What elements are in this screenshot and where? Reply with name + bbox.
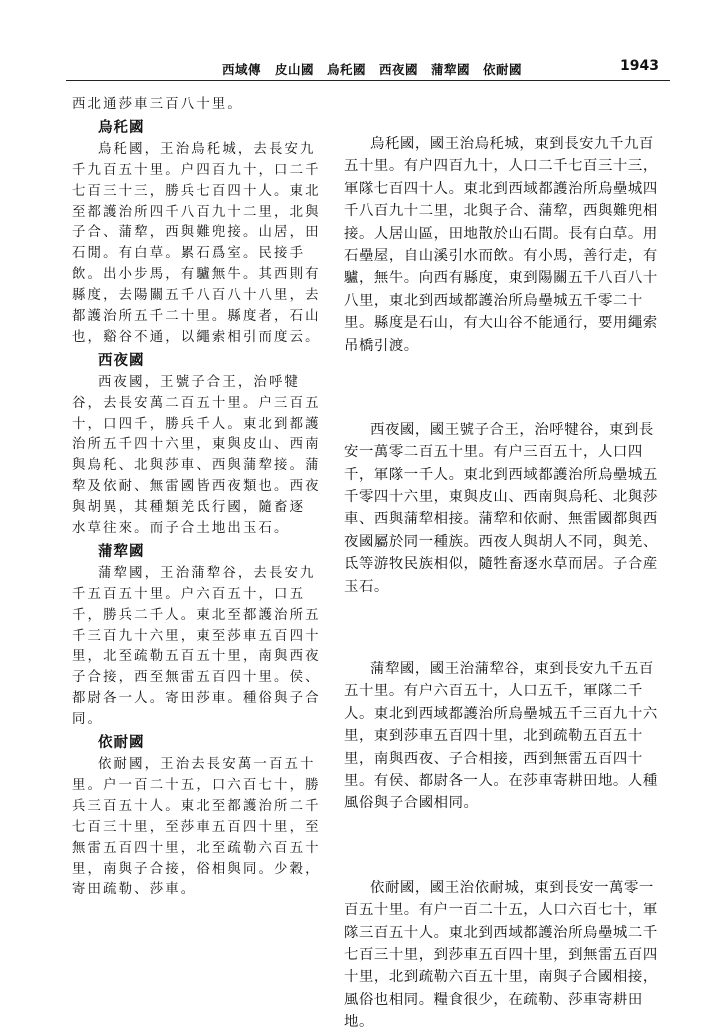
text-line: 石壘屋，自山溪引水而飲。有小馬，善行走，有 [344, 247, 658, 264]
text-line: 里，南與子合接，俗相與同。少穀， [72, 861, 321, 877]
text-line: 蒲犂國，王治蒲犂谷，去長安九 [98, 565, 316, 581]
paragraph-gap [344, 815, 640, 877]
text-line: 氐等游牧民族相似，隨牲畜逐水草而居。子合産 [344, 556, 658, 573]
text-line: 千九百五十里。户四百九十，口二千 [72, 162, 321, 178]
text-line: 千八百九十二里，北與子合、蒲犂，西與難兜相 [344, 203, 658, 220]
header-rule [66, 80, 670, 81]
text-line: 水草往來。而子合土地出玉石。 [72, 521, 290, 537]
section-heading: 蒲犂國 [98, 542, 145, 560]
section-heading: 烏秅國 [98, 118, 145, 136]
text-line: 石閒。有白草。累石爲室。民接手 [72, 246, 306, 262]
text-line: 也，谿谷不通，以繩索相引而度云。 [72, 329, 321, 345]
text-line: 里。户一百二十五，口六百七十，勝 [72, 777, 321, 793]
text-line: 至都護治所四千八百九十二里，北與 [72, 204, 321, 220]
text-line: 寄田疏勒、莎車。 [72, 882, 197, 898]
text-line: 七百三十里，至莎車五百四十里，至 [72, 819, 321, 835]
text-line: 西北通莎車三百八十里。 [72, 97, 243, 112]
text-line: 隊三百五十人。東北到西域都護治所烏壘城二千 [344, 924, 658, 941]
original-text-column [72, 95, 321, 901]
text-line: 與烏秅、北與莎車、西與蒲犂接。蒲 [72, 458, 321, 474]
text-line: 依耐國，王治去長安萬一百五十 [98, 757, 316, 773]
text-line: 里。有侯、都尉各一人。在莎車寄耕田地。人種 [344, 772, 658, 789]
text-line: 里，東到莎車五百四十里，北到疏勒五百五十 [344, 728, 643, 745]
text-line: 吊橋引渡。 [344, 337, 419, 354]
text-line: 玉石。 [344, 578, 389, 595]
text-line: 都護治所五千二十里。縣度者，石山 [72, 309, 321, 325]
text-line: 烏秅國，國王治烏秅城，東到長安九千九百 [370, 136, 654, 152]
text-line: 里，南與西夜、子合相接，西到無雷五百四十 [344, 750, 643, 767]
text-line: 人。東北到西域都護治所烏壘城五千三百九十六 [344, 705, 658, 722]
text-line: 西夜國，王號子合王，治呼犍 [98, 374, 301, 390]
text-line: 烏秅國，王治烏秅城，去長安九 [98, 141, 316, 157]
text-line: 無雷五百四十里，北至疏勒六百五十 [72, 840, 321, 856]
text-line: 蒲犂國，國王治蒲犂谷，東到長安九千五百 [370, 661, 654, 678]
text-line: 治所五千四十六里，東與皮山、西南 [72, 437, 321, 453]
text-line: 千，軍隊一千人。東北到西域都護治所烏壘城五 [344, 466, 658, 483]
page-number: 1943 [620, 58, 659, 74]
translation-column [344, 133, 658, 1034]
text-line: 縣度，去陽關五千八百八十八里，去 [72, 288, 321, 304]
text-line: 安一萬零二百五十里。有户三百五十，人口四 [344, 444, 643, 461]
text-line: 接。人居山區，田地散於山石間。長有白草。用 [344, 225, 658, 242]
text-line: 八里，東北到西域都護治所烏壘城五千零二十 [344, 292, 643, 309]
book-title: 西域傳 [222, 62, 262, 77]
translation-paragraph [344, 419, 658, 598]
text-line: 依耐國，國王治依耐城，東到長安一萬零一 [370, 879, 654, 896]
text-line: 子合接，西至無雷五百四十里。侯、 [72, 670, 321, 686]
section-heading: 西夜國 [98, 351, 145, 369]
text-line: 兵三百五十人。東北至都護治所二千 [72, 798, 321, 814]
text-line: 谷，去長安萬二百五十里。户三百五 [72, 395, 321, 411]
text-line: 與胡異，其種類羌氐行國，隨畜逐 [72, 500, 306, 516]
text-line: 都尉各一人。寄田莎車。種俗與子合 [72, 691, 321, 707]
text-line: 風俗與子合國相同。 [344, 795, 479, 812]
translation-paragraph [344, 877, 658, 1034]
paragraph-gap [344, 357, 640, 419]
text-line: 七百三十三，勝兵七百四十人。東北 [72, 183, 321, 199]
text-line: 五十里。有户六百五十，人口五千，軍隊二千 [344, 683, 643, 700]
text-line: 車、西與蒲犂相接。蒲犂和依耐、無雷國都與西 [344, 511, 658, 528]
running-head [222, 60, 522, 78]
text-line: 千零四十六里，東與皮山、西南與烏秅、北與莎 [344, 489, 658, 506]
text-line: 風俗也相同。糧食很少，在疏勒、莎車寄耕田 [344, 991, 643, 1008]
translation-paragraph [344, 133, 658, 357]
text-line: 夜國屬於同一種族。西夜人與胡人不同，與羌、 [344, 533, 658, 550]
text-line: 犂及依耐、無雷國皆西夜類也。西夜 [72, 479, 321, 495]
text-line: 地。 [344, 1014, 374, 1031]
page-header [0, 58, 716, 84]
text-line: 軍隊七百四十人。東北到西域都護治所烏壘城四 [344, 180, 658, 197]
text-line: 里，北至疏勒五百五十里，南與西夜 [72, 649, 321, 665]
paragraph-gap [344, 598, 640, 658]
text-line: 七百三十里，到莎車五百四十里，到無雷五百四 [344, 946, 658, 963]
section-list: 皮山國 烏秅國 西夜國 蒲犂國 依耐國 [275, 62, 523, 77]
text-line: 里。縣度是石山，有大山谷不能通行，要用繩索 [344, 315, 658, 332]
translation-paragraph [344, 658, 658, 815]
text-line: 十，口四千，勝兵千人。東北到都護 [72, 416, 321, 432]
text-line: 百五十里。有户一百二十五，人口六百七十，軍 [344, 902, 658, 919]
text-line: 千三百九十六里，東至莎車五百四十 [72, 628, 321, 644]
section-heading: 依耐國 [98, 734, 145, 752]
text-line: 子合、蒲犂，西與難兜接。山居，田 [72, 225, 321, 241]
text-line: 十里，北到疏勒六百五十里，南與子合國相接， [344, 969, 658, 986]
text-line: 千五百五十里。户六百五十，口五 [72, 586, 306, 602]
text-line: 同。 [72, 712, 104, 728]
text-line: 西夜國，國王號子合王，治呼犍谷，東到長 [370, 421, 654, 438]
text-line: 五十里。有户四百九十，人口二千七百三十三， [344, 158, 658, 175]
text-line: 驢，無牛。向西有縣度，東到陽關五千八百八十 [344, 270, 658, 287]
text-line: 飲。出小步馬，有驢無牛。其西則有 [72, 267, 321, 283]
text-line: 千，勝兵二千人。東北至都護治所五 [72, 607, 321, 623]
